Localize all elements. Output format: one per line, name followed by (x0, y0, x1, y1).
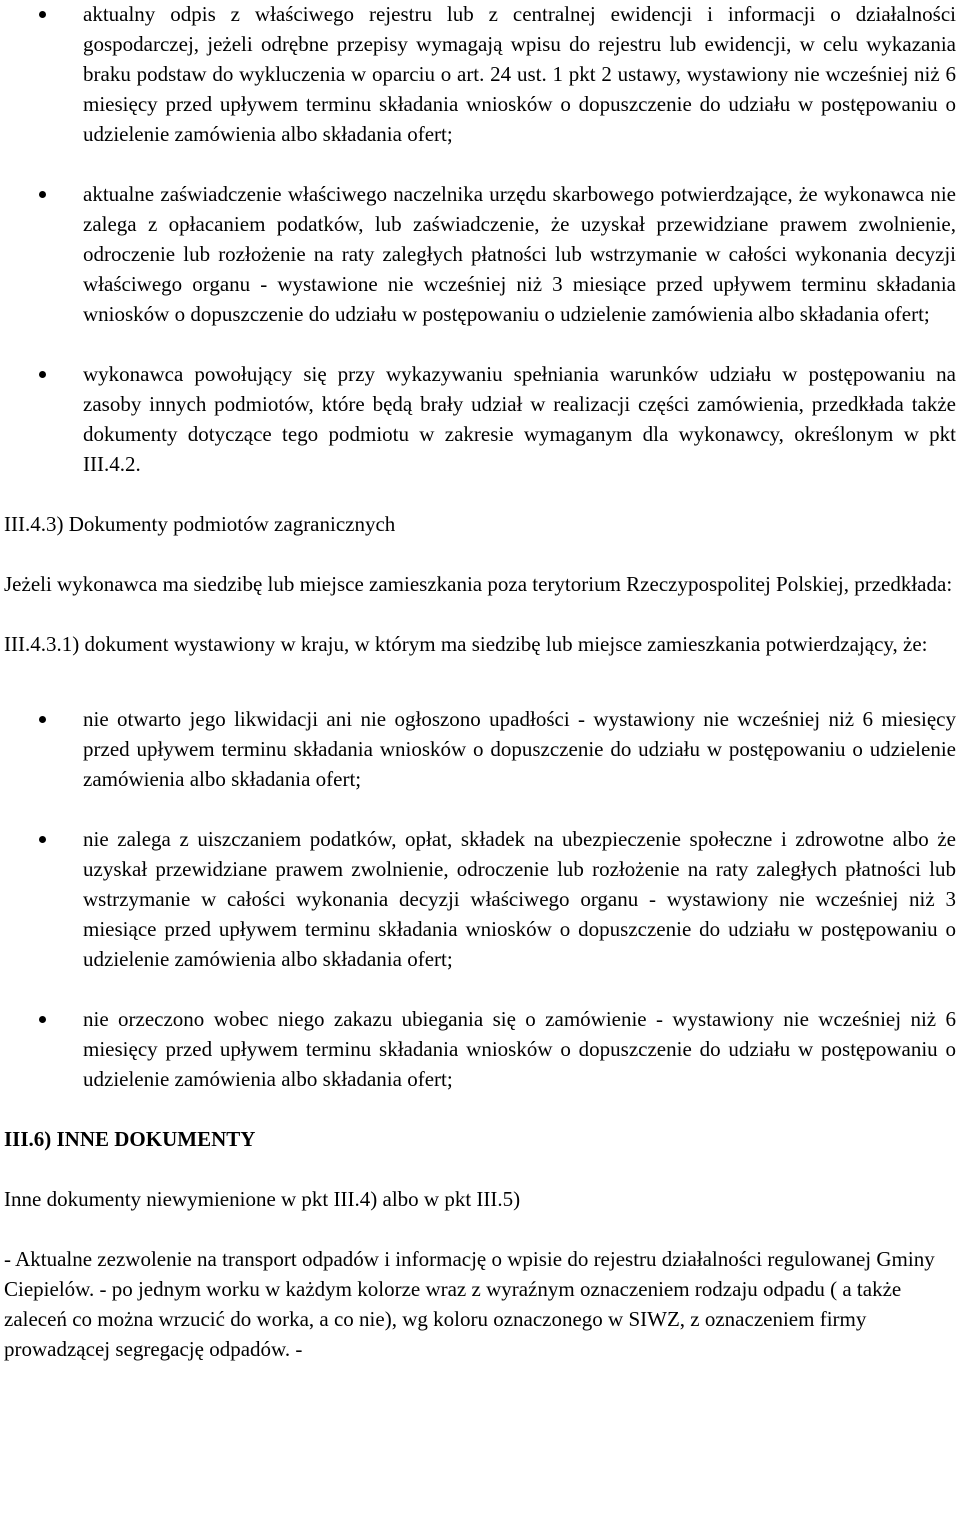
list-item-text: wykonawca powołujący się przy wykazywaniu spełniania warunków udziału w postępowaniu na zasoby innych podmiotów, które będą brały udział w realizacji części zamówienia, przedkłada także dokumenty dotyczące tego podmiotu w zakresie wymaganym dla wykonawcy, określonym w pkt III.4.2. (83, 362, 956, 476)
bullet-icon (39, 1016, 46, 1023)
list-item (0, 824, 960, 974)
list-item (0, 359, 960, 479)
list-item-text: aktualny odpis z właściwego rejestru lub z centralnej ewidencji i informacji o działalności gospodarczej, jeżeli odrębne przepisy wymagają wpisu do rejestru lub ewidencji, w celu wykazania braku podstaw do wykluczenia w oparciu o art. 24 ust. 1 pkt 2 ustawy, wystawiony nie wcześniej niż 6 miesięcy przed upływem terminu składania wniosków o dopuszczenie do udziału w postępowaniu o udzielenie zamówienia albo składania ofert; (83, 2, 956, 146)
list-item (0, 1004, 960, 1094)
bullet-icon (39, 836, 46, 843)
list-item (0, 704, 960, 794)
bullet-icon (39, 371, 46, 378)
list-item (0, 0, 960, 149)
list-item-text: nie otwarto jego likwidacji ani nie ogłoszono upadłości - wystawiony nie wcześniej niż 6 miesięcy przed upływem terminu składania wniosków o dopuszczenie do udziału w postępowaniu o udzielenie zamówienia albo składania ofert; (83, 707, 956, 791)
subsection-heading: III.4.3.1) dokument wystawiony w kraju, w którym ma siedzibę lub miejsce zamieszkania potwierdzający, że: (4, 632, 928, 656)
section-heading: III.4.3) Dokumenty podmiotów zagranicznych (4, 512, 396, 536)
bullet-icon (39, 191, 46, 198)
list-item-text: nie orzeczono wobec niego zakazu ubiegania się o zamówienie - wystawiony nie wcześniej niż 6 miesięcy przed upływem terminu składania wniosków o dopuszczenie do udziału w postępowaniu o udzielenie zamówienia albo składania ofert; (83, 1007, 956, 1091)
bullet-icon (39, 11, 46, 18)
section-intro: Jeżeli wykonawca ma siedzibę lub miejsce zamieszkania poza terytorium Rzeczypospolitej Polskiej, przedkłada: (4, 572, 953, 596)
list-item-text: nie zalega z uiszczaniem podatków, opłat, składek na ubezpieczenie społeczne i zdrowotne albo że uzyskał przewidziane prawem zwolnienie, odroczenie lub rozłożenie na raty zaległych płatności lub wstrzymanie w całości wykonania decyzji właściwego organu - wystawiony nie wcześniej niż 3 miesiące przed upływem terminu składania wniosków o dopuszczenie do udziału w postępowaniu o udzielenie zamówienia albo składania ofert; (83, 827, 956, 971)
list-item (0, 179, 960, 329)
section-intro: Inne dokumenty niewymienione w pkt III.4) albo w pkt III.5) (4, 1187, 521, 1211)
list-item-text: aktualne zaświadczenie właściwego naczelnika urzędu skarbowego potwierdzające, że wykonawca nie zalega z opłacaniem podatków, lub zaświadczenie, że uzyskał przewidziane prawem zwolnienie, odroczenie lub rozłożenie na raty zaległych płatności lub wstrzymanie w całości wykonania decyzji właściwego organu - wystawione nie wcześniej niż 3 miesiące przed upływem terminu składania wniosków o dopuszczenie do udziału w postępowaniu o udzielenie zamówienia albo składania ofert; (83, 182, 956, 326)
section-body: - Aktualne zezwolenie na transport odpadów i informację o wpisie do rejestru działalności regulowanej Gminy Ciepielów. - po jednym worku w każdym kolorze wraz z wyraźnym oznaczeniem rodzaju odpadu ( a także zaleceń co można wrzucić do worka, a co nie), wg koloru oznaczonego w SIWZ, z oznaczeniem firmy prowadzącej segregację odpadów. - (4, 1247, 935, 1361)
bullet-icon (39, 716, 46, 723)
foreign-documents-list (0, 704, 960, 1094)
section-heading-other-documents: III.6) INNE DOKUMENTY (4, 1127, 256, 1151)
requirements-list (0, 0, 960, 479)
